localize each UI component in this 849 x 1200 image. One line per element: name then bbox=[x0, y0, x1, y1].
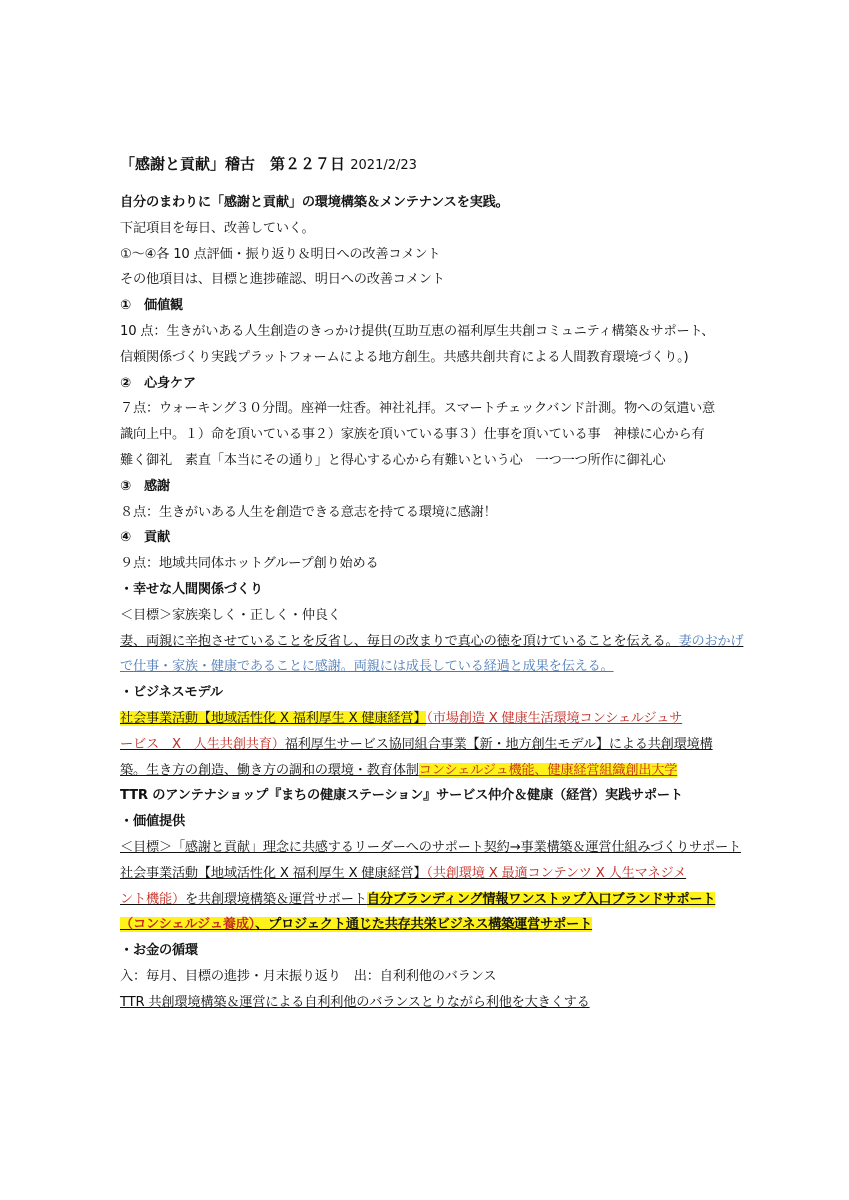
underlined-text-blue: で仕事・家族・健康であることに感謝。両親には成長している経過と成果を伝える。 bbox=[120, 659, 614, 675]
section-text: ８点：生きがいある人生を創造できる意志を持てる環境に感謝！ bbox=[120, 504, 497, 520]
text-run-blue: 妻のおかげ bbox=[678, 633, 744, 649]
section-text: 10 点：生きがいある人生創造のきっかけ提供(互助互恵の福利厚生共創コミュニティ構築＆サポート、 bbox=[120, 323, 715, 339]
business-line: TTR のアンテナショップ『まちの健康ステーション』サービス仲介＆健康（経営）実践サポート bbox=[120, 788, 683, 804]
red-text: ント機能） bbox=[120, 891, 185, 907]
section-text: 識向上中。１）命を頂いている事２）家族を頂いている事３）仕事を頂いている事 神様に心から有 bbox=[120, 427, 705, 443]
highlighted-bold-text: 、プロジェクト通じた共存共栄ビジネス構築運営サポート bbox=[255, 917, 593, 933]
section-heading-care: ② 心身ケア bbox=[120, 375, 196, 391]
business-line bbox=[120, 706, 732, 732]
red-text: （共創環境 X 最適コンテンツ X 人生マネジメ bbox=[426, 865, 687, 881]
text-run: を共創環境構築＆運営サポート bbox=[184, 891, 367, 907]
section-heading-business-model: ・ビジネスモデル bbox=[120, 685, 223, 701]
goal-text: ＜目標＞家族楽しく・正しく・仲良く bbox=[120, 607, 341, 623]
text-run: 築。生き方の創造、働き方の調和の環境・教育体制 bbox=[120, 762, 419, 778]
text-run: 妻、両親に辛抱させていることを反省し、毎日の改まりで真心の徳を頂けていることを伝える。 bbox=[120, 633, 679, 649]
section-heading-contribution: ④ 貢献 bbox=[120, 530, 170, 546]
section-text: 信頼関係づくり実践プラットフォームによる地方創生。共感共創共育による人間教育環境づくり。) bbox=[120, 349, 689, 365]
text-run: 福利厚生サービス協同組合事業【新・地方創生モデル】による共創環境構 bbox=[284, 736, 713, 752]
section-heading-money: ・お金の循環 bbox=[120, 943, 198, 959]
page-title bbox=[120, 150, 732, 180]
title-date: 2021/2/23 bbox=[350, 158, 417, 173]
money-line: TTR 共創環境構築＆運営による自利利他のバランスとりながら利他を大きくする bbox=[120, 994, 590, 1010]
section-heading-gratitude: ③ 感謝 bbox=[120, 478, 170, 494]
intro-line: その他項目は、目標と進捗確認、明日への改善コメント bbox=[120, 272, 445, 288]
intro-line: ①～④各 10 点評価・振り返り＆明日への改善コメント bbox=[120, 246, 441, 262]
business-line bbox=[120, 732, 732, 758]
intro-line: 下記項目を毎日、改善していく。 bbox=[120, 220, 315, 236]
section-heading-values: ① 価値観 bbox=[120, 298, 183, 314]
money-line: 入：毎月、目標の進捗・月末振り返り 出：自利利他のバランス bbox=[120, 968, 497, 984]
value-line bbox=[120, 861, 732, 887]
value-line bbox=[120, 887, 732, 913]
document-page bbox=[120, 150, 744, 1016]
highlighted-bold-text: 自分ブランディング情報ワンストップ入口ブランドサポート bbox=[366, 891, 716, 907]
section-heading-value-provision: ・価値提供 bbox=[120, 814, 185, 830]
highlighted-red-text: コンシェルジュ機能、健康経営組織創出大学 bbox=[418, 762, 678, 778]
highlighted-red-text: （コンシェルジュ養成） bbox=[120, 917, 256, 933]
red-text: ービス X 人生共創共育） bbox=[120, 736, 285, 752]
section-heading-relationships: ・幸せな人間関係づくり bbox=[120, 581, 263, 597]
highlighted-text: 社会事業活動【地域活性化 X 福利厚生 X 健康経営】 bbox=[120, 710, 427, 726]
goal-text: ＜目標＞「感謝と貢献」理念に共感するリーダーへのサポート契約→事業構築＆運営仕組みづくりサポート bbox=[120, 839, 741, 855]
text-run: 社会事業活動【地域活性化 X 福利厚生 X 健康経営】 bbox=[120, 865, 427, 881]
title-text: 「感謝と貢献」稽古 第２２７日 bbox=[120, 155, 346, 173]
section-text: ７点：ウォーキング３０分間。座禅一炷香。神社礼拝。スマートチェックバンド計測。物への気遣い意 bbox=[120, 401, 716, 417]
business-line bbox=[120, 758, 732, 784]
underlined-text bbox=[120, 629, 744, 655]
section-text: ９点：地域共同体ホットグループ創り始める bbox=[120, 556, 379, 572]
value-line bbox=[120, 912, 732, 938]
red-text: （市場創造 X 健康生活環境コンシェルジュサ bbox=[426, 710, 683, 726]
section-text: 難く御礼 素直「本当にその通り」と得心する心から有難いという心 一つ一つ所作に御礼心 bbox=[120, 452, 666, 468]
intro-heading: 自分のまわりに「感謝と貢献」の環境構築＆メンテナンスを実践。 bbox=[120, 195, 509, 210]
